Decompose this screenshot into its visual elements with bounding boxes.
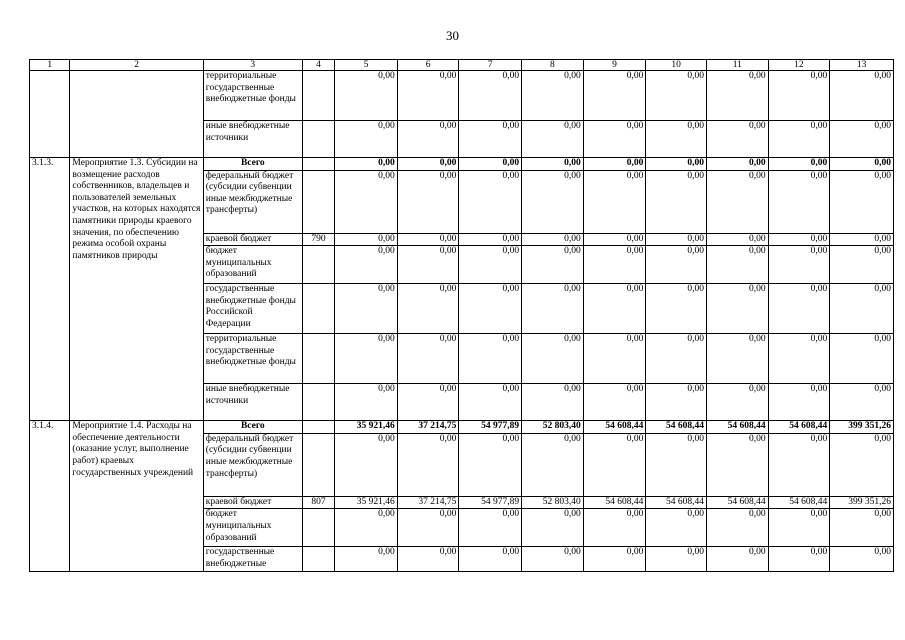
amount-cell: 0,00: [459, 433, 522, 496]
budget-code: [302, 384, 334, 421]
column-header: 6: [397, 60, 459, 71]
amount-cell: 54 608,44: [583, 421, 646, 434]
column-header: 4: [302, 60, 334, 71]
amount-cell: 0,00: [459, 233, 522, 246]
amount-cell: 0,00: [459, 246, 522, 284]
amount-cell: 54 608,44: [768, 421, 830, 434]
budget-code: 807: [302, 496, 334, 509]
funding-source: иные внебюджетные источники: [203, 121, 302, 158]
amount-cell: 52 803,40: [522, 421, 584, 434]
amount-cell: 0,00: [583, 384, 646, 421]
funding-source: федеральный бюджет (субсидии субвенции иные межбюджетные трансферты): [203, 170, 302, 233]
amount-cell: 0,00: [459, 284, 522, 334]
column-header: 3: [203, 60, 302, 71]
amount-cell: 0,00: [706, 284, 768, 334]
amount-cell: 0,00: [830, 547, 894, 571]
page-number: 30: [446, 28, 459, 43]
amount-cell: 0,00: [706, 121, 768, 158]
amount-cell: 0,00: [522, 334, 584, 384]
amount-cell: 0,00: [522, 284, 584, 334]
funding-source: территориальные государственные внебюджетные фонды: [203, 334, 302, 384]
amount-cell: 0,00: [459, 334, 522, 384]
amount-cell: 0,00: [706, 547, 768, 571]
amount-cell: 0,00: [522, 433, 584, 496]
funding-source: краевой бюджет: [203, 496, 302, 509]
amount-cell: 0,00: [646, 246, 707, 284]
amount-cell: 0,00: [335, 158, 398, 171]
amount-cell: 0,00: [768, 547, 830, 571]
amount-cell: 0,00: [522, 547, 584, 571]
budget-code: [302, 547, 334, 571]
amount-cell: 0,00: [706, 246, 768, 284]
amount-cell: 0,00: [706, 509, 768, 547]
amount-cell: 0,00: [335, 233, 398, 246]
amount-cell: 0,00: [830, 158, 894, 171]
column-header: 5: [335, 60, 398, 71]
budget-code: [302, 421, 334, 434]
amount-cell: 0,00: [646, 384, 707, 421]
amount-cell: 0,00: [583, 233, 646, 246]
amount-cell: 0,00: [522, 384, 584, 421]
funding-source: иные внебюджетные источники: [203, 384, 302, 421]
funding-source: Всего: [203, 158, 302, 171]
amount-cell: 0,00: [335, 71, 398, 121]
amount-cell: 37 214,75: [397, 496, 459, 509]
amount-cell: 0,00: [397, 71, 459, 121]
amount-cell: 0,00: [646, 170, 707, 233]
amount-cell: 0,00: [459, 547, 522, 571]
amount-cell: 0,00: [768, 246, 830, 284]
amount-cell: 0,00: [522, 509, 584, 547]
column-header: 9: [583, 60, 646, 71]
amount-cell: 0,00: [830, 71, 894, 121]
amount-cell: 0,00: [583, 547, 646, 571]
amount-cell: 0,00: [768, 121, 830, 158]
amount-cell: 0,00: [397, 170, 459, 233]
column-header: 2: [70, 60, 203, 71]
amount-cell: 0,00: [335, 509, 398, 547]
amount-cell: 0,00: [583, 246, 646, 284]
amount-cell: 0,00: [459, 158, 522, 171]
item-number: 3.1.4.: [30, 421, 70, 571]
amount-cell: 0,00: [397, 547, 459, 571]
amount-cell: 0,00: [706, 233, 768, 246]
amount-cell: 0,00: [646, 158, 707, 171]
funding-source: бюджет муниципальных образований: [203, 509, 302, 547]
amount-cell: 0,00: [522, 246, 584, 284]
amount-cell: 0,00: [768, 233, 830, 246]
column-header: 13: [830, 60, 894, 71]
amount-cell: 54 608,44: [646, 496, 707, 509]
amount-cell: 0,00: [397, 284, 459, 334]
amount-cell: 0,00: [830, 246, 894, 284]
amount-cell: 54 608,44: [768, 496, 830, 509]
amount-cell: 0,00: [397, 433, 459, 496]
budget-code: [302, 170, 334, 233]
table-row: [30, 71, 894, 121]
item-number: 3.1.3.: [30, 158, 70, 421]
budget-code: [302, 433, 334, 496]
amount-cell: 0,00: [706, 71, 768, 121]
amount-cell: 0,00: [706, 170, 768, 233]
amount-cell: 0,00: [583, 158, 646, 171]
funding-source: территориальные государственные внебюджетные фонды: [203, 71, 302, 121]
amount-cell: 0,00: [706, 433, 768, 496]
amount-cell: 0,00: [522, 158, 584, 171]
amount-cell: 0,00: [397, 334, 459, 384]
amount-cell: 0,00: [459, 121, 522, 158]
amount-cell: 0,00: [583, 334, 646, 384]
amount-cell: 0,00: [522, 71, 584, 121]
column-header: 11: [706, 60, 768, 71]
amount-cell: 0,00: [522, 233, 584, 246]
amount-cell: 0,00: [459, 71, 522, 121]
amount-cell: 0,00: [646, 71, 707, 121]
amount-cell: 0,00: [830, 170, 894, 233]
funding-source: бюджет муниципальных образований: [203, 246, 302, 284]
budget-code: [302, 246, 334, 284]
amount-cell: 35 921,46: [335, 421, 398, 434]
amount-cell: 35 921,46: [335, 496, 398, 509]
amount-cell: 0,00: [768, 158, 830, 171]
amount-cell: 0,00: [768, 509, 830, 547]
column-header: 7: [459, 60, 522, 71]
table-row: [30, 158, 894, 171]
amount-cell: 399 351,26: [830, 496, 894, 509]
funding-source: федеральный бюджет (субсидии субвенции иные межбюджетные трансферты): [203, 433, 302, 496]
amount-cell: 0,00: [335, 121, 398, 158]
amount-cell: 0,00: [397, 384, 459, 421]
amount-cell: 54 977,89: [459, 496, 522, 509]
column-header: 10: [646, 60, 707, 71]
amount-cell: 0,00: [335, 334, 398, 384]
funding-source: государственные внебюджетные: [203, 547, 302, 571]
budget-code: 790: [302, 233, 334, 246]
amount-cell: 0,00: [768, 433, 830, 496]
budget-code: [302, 284, 334, 334]
amount-cell: 0,00: [335, 547, 398, 571]
amount-cell: 54 608,44: [646, 421, 707, 434]
amount-cell: 0,00: [830, 284, 894, 334]
budget-code: [302, 121, 334, 158]
amount-cell: 0,00: [768, 334, 830, 384]
amount-cell: 0,00: [335, 433, 398, 496]
amount-cell: 0,00: [522, 170, 584, 233]
amount-cell: 0,00: [768, 384, 830, 421]
amount-cell: 0,00: [706, 384, 768, 421]
amount-cell: 0,00: [397, 246, 459, 284]
amount-cell: 54 608,44: [706, 421, 768, 434]
amount-cell: 0,00: [830, 121, 894, 158]
amount-cell: 0,00: [583, 433, 646, 496]
amount-cell: 0,00: [646, 509, 707, 547]
amount-cell: 0,00: [830, 433, 894, 496]
budget-code: [302, 71, 334, 121]
amount-cell: 399 351,26: [830, 421, 894, 434]
column-header: 12: [768, 60, 830, 71]
amount-cell: 0,00: [706, 158, 768, 171]
amount-cell: 0,00: [583, 121, 646, 158]
budget-table: [29, 59, 894, 572]
item-name: Мероприятие 1.3. Субсидии на возмещение расходов собственников, владельцев и пользователей земельных участков, на которых находятся памятники природы краевого значения, по обеспечению режима особой охраны памятников природы: [70, 158, 203, 421]
amount-cell: 0,00: [768, 284, 830, 334]
item-name: [70, 71, 203, 158]
amount-cell: 0,00: [830, 233, 894, 246]
funding-source: государственные внебюджетные фонды Российской Федерации: [203, 284, 302, 334]
item-name: Мероприятие 1.4. Расходы на обеспечение деятельности (оказание услуг, выполнение работ) краевых государственных учреждений: [70, 421, 203, 571]
amount-cell: 0,00: [459, 384, 522, 421]
amount-cell: 0,00: [646, 284, 707, 334]
amount-cell: 0,00: [583, 71, 646, 121]
amount-cell: 0,00: [768, 170, 830, 233]
amount-cell: 0,00: [706, 334, 768, 384]
column-header: 8: [522, 60, 584, 71]
amount-cell: 0,00: [830, 509, 894, 547]
amount-cell: 0,00: [459, 170, 522, 233]
amount-cell: 54 608,44: [583, 496, 646, 509]
amount-cell: 0,00: [583, 170, 646, 233]
funding-source: Всего: [203, 421, 302, 434]
amount-cell: 0,00: [397, 158, 459, 171]
amount-cell: 0,00: [583, 509, 646, 547]
item-number: [30, 71, 70, 158]
amount-cell: 0,00: [646, 334, 707, 384]
amount-cell: 0,00: [768, 71, 830, 121]
amount-cell: 0,00: [646, 121, 707, 158]
amount-cell: 0,00: [397, 233, 459, 246]
budget-code: [302, 334, 334, 384]
amount-cell: 0,00: [830, 334, 894, 384]
funding-source: краевой бюджет: [203, 233, 302, 246]
amount-cell: 0,00: [397, 121, 459, 158]
amount-cell: 54 608,44: [706, 496, 768, 509]
amount-cell: 0,00: [335, 170, 398, 233]
amount-cell: 0,00: [335, 246, 398, 284]
amount-cell: 0,00: [459, 509, 522, 547]
amount-cell: 0,00: [646, 233, 707, 246]
header-row: [30, 60, 894, 71]
amount-cell: 0,00: [335, 284, 398, 334]
amount-cell: 0,00: [335, 384, 398, 421]
table-row: [30, 421, 894, 434]
column-header: 1: [30, 60, 70, 71]
amount-cell: 0,00: [646, 433, 707, 496]
budget-code: [302, 509, 334, 547]
amount-cell: 0,00: [397, 509, 459, 547]
budget-code: [302, 158, 334, 171]
amount-cell: 0,00: [583, 284, 646, 334]
amount-cell: 37 214,75: [397, 421, 459, 434]
amount-cell: 0,00: [522, 121, 584, 158]
amount-cell: 0,00: [646, 547, 707, 571]
amount-cell: 0,00: [830, 384, 894, 421]
amount-cell: 54 977,89: [459, 421, 522, 434]
amount-cell: 52 803,40: [522, 496, 584, 509]
